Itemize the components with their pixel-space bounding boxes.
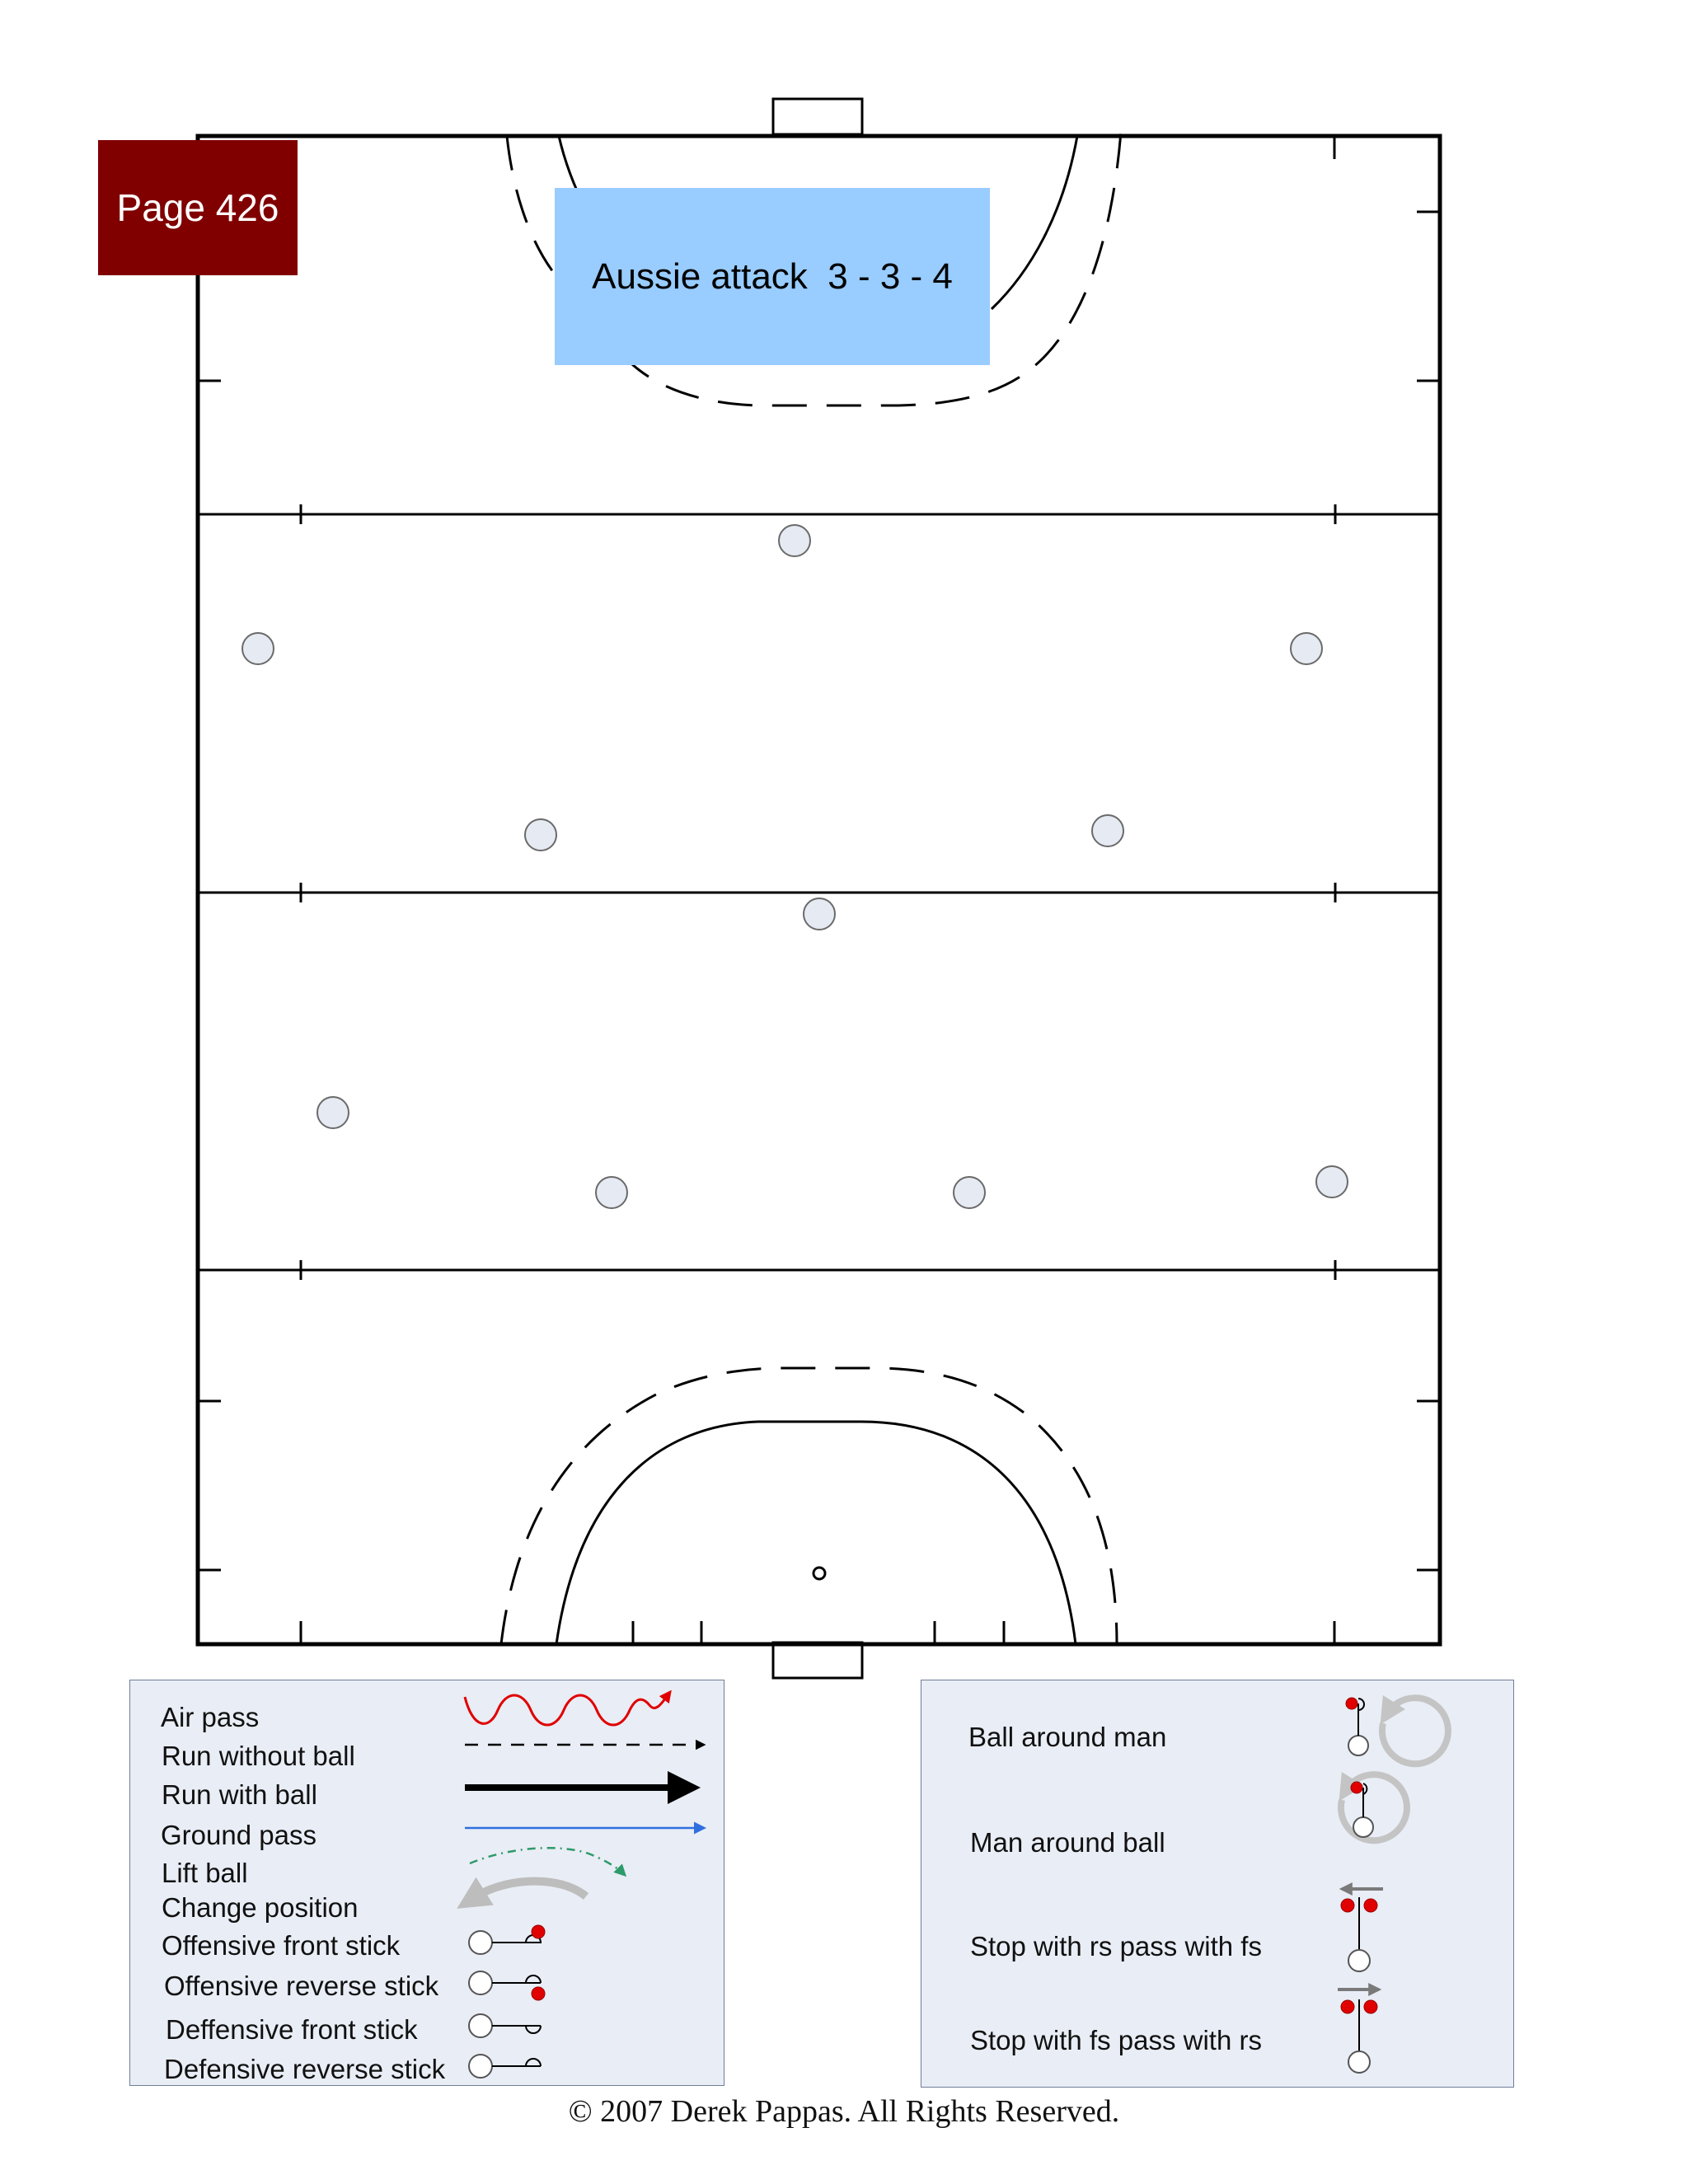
player[interactable] <box>242 633 274 664</box>
player[interactable] <box>317 1097 349 1128</box>
defensive-front-stick-icon <box>469 2014 541 2037</box>
legend-label-run-with-ball: Run with ball <box>162 1779 317 1810</box>
legend-label-air-pass: Air pass <box>161 1702 260 1732</box>
top-shooting-circle-right <box>992 136 1077 309</box>
player[interactable] <box>596 1177 627 1208</box>
legend-label-lift-ball: Lift ball <box>162 1858 248 1888</box>
player[interactable] <box>1291 633 1322 664</box>
stop-fs-pass-rs-icon <box>1338 1990 1379 2073</box>
legend-label-offensive-reverse-stick: Offensive reverse stick <box>164 1971 439 2001</box>
legend-label-offensive-front-stick: Offensive front stick <box>162 1930 401 1961</box>
offensive-front-stick-icon <box>469 1925 545 1954</box>
man-around-ball-icon <box>1341 1774 1407 1840</box>
legend-label-defensive-reverse-stick: Defensive reverse stick <box>164 2054 446 2084</box>
legend-label-ball-around-man: Ball around man <box>968 1722 1167 1752</box>
legend-label-stop-fs-pass-rs: Stop with fs pass with rs <box>970 2025 1262 2055</box>
legend-label-run-without-ball: Run without ball <box>162 1741 355 1771</box>
player[interactable] <box>1092 815 1123 846</box>
legend-label-defensive-front-stick: Deffensive front stick <box>166 2014 418 2045</box>
offensive-reverse-stick-icon <box>469 1971 545 2000</box>
players <box>242 525 1348 1208</box>
diagram-title: Aussie attack 3 - 3 - 4 <box>555 188 990 365</box>
legend-right-panel <box>921 1680 1514 2088</box>
stop-rs-pass-fs-icon <box>1341 1889 1383 1971</box>
bottom-goal <box>773 1643 862 1678</box>
lift-ball-arc-arrow-icon <box>470 1848 625 1875</box>
player[interactable] <box>804 898 835 930</box>
legend-label-man-around-ball: Man around ball <box>970 1827 1165 1858</box>
legend-label-ground-pass: Ground pass <box>161 1820 316 1850</box>
legend-left-panel <box>129 1680 724 2086</box>
change-position-curved-arrow-icon <box>476 1882 586 1896</box>
legend-label-change-position: Change position <box>162 1892 359 1923</box>
player[interactable] <box>779 525 810 556</box>
air-pass-wavy-arrow-icon <box>465 1692 670 1725</box>
penalty-spot <box>814 1568 825 1579</box>
bottom-dashed-circle <box>501 1368 1117 1644</box>
copyright-notice: © 2007 Derek Pappas. All Rights Reserved. <box>568 2094 1120 2129</box>
top-goal <box>773 99 862 134</box>
legend-label-stop-rs-pass-fs: Stop with rs pass with fs <box>970 1931 1262 1961</box>
page-label-badge: Page 426 <box>98 140 298 275</box>
bottom-shooting-circle <box>556 1422 1076 1644</box>
player[interactable] <box>1316 1166 1348 1197</box>
defensive-reverse-stick-icon <box>469 2055 541 2078</box>
player[interactable] <box>954 1177 985 1208</box>
ball-around-man-icon <box>1346 1698 1448 1764</box>
player[interactable] <box>525 819 556 851</box>
